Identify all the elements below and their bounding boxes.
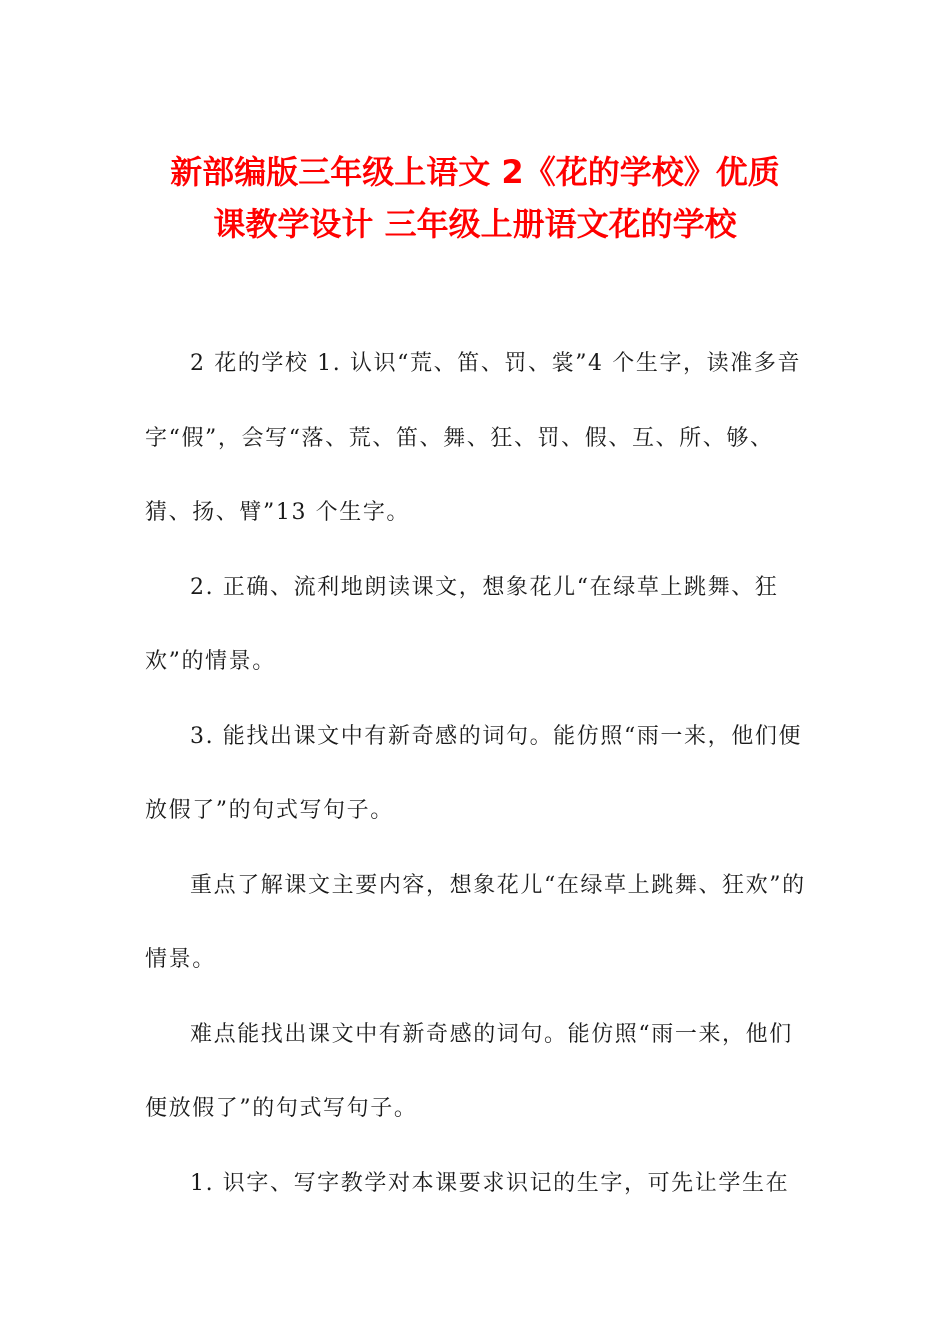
paragraph-difficulty: 难点能找出课文中有新奇感的词句。能仿照“雨一来，他们便放假了”的句式写句子。 xyxy=(145,1021,793,1121)
document-title xyxy=(120,146,830,250)
paragraph-teaching-1: 1. 识字、写字教学对本课要求识记的生字，可先让学生在 xyxy=(190,1170,790,1196)
paragraph-objective-2: 2. 正确、流利地朗读课文，想象花儿“在绿草上跳舞、狂欢”的情景。 xyxy=(145,574,779,674)
title-line-2: 课教学设计 三年级上册语文花的学校 xyxy=(213,205,737,243)
paragraph-key-point: 重点了解课文主要内容，想象花儿“在绿草上跳舞、狂欢”的情景。 xyxy=(145,872,806,972)
paragraph-objective-3: 3. 能找出课文中有新奇感的词句。能仿照“雨一来，他们便放假了”的句式写句子。 xyxy=(145,723,803,823)
document-body xyxy=(145,327,810,1221)
title-line-1: 新部编版三年级上语文 2《花的学校》优质 xyxy=(170,153,780,191)
paragraph-objective-1: 2 花的学校 1. 认识“荒、笛、罚、裳”4 个生字，读准多音字“假”，会写“落、荒、笛、舞、狂、罚、假、互、所、够、猜、扬、臂”13 个生字。 xyxy=(145,351,802,525)
